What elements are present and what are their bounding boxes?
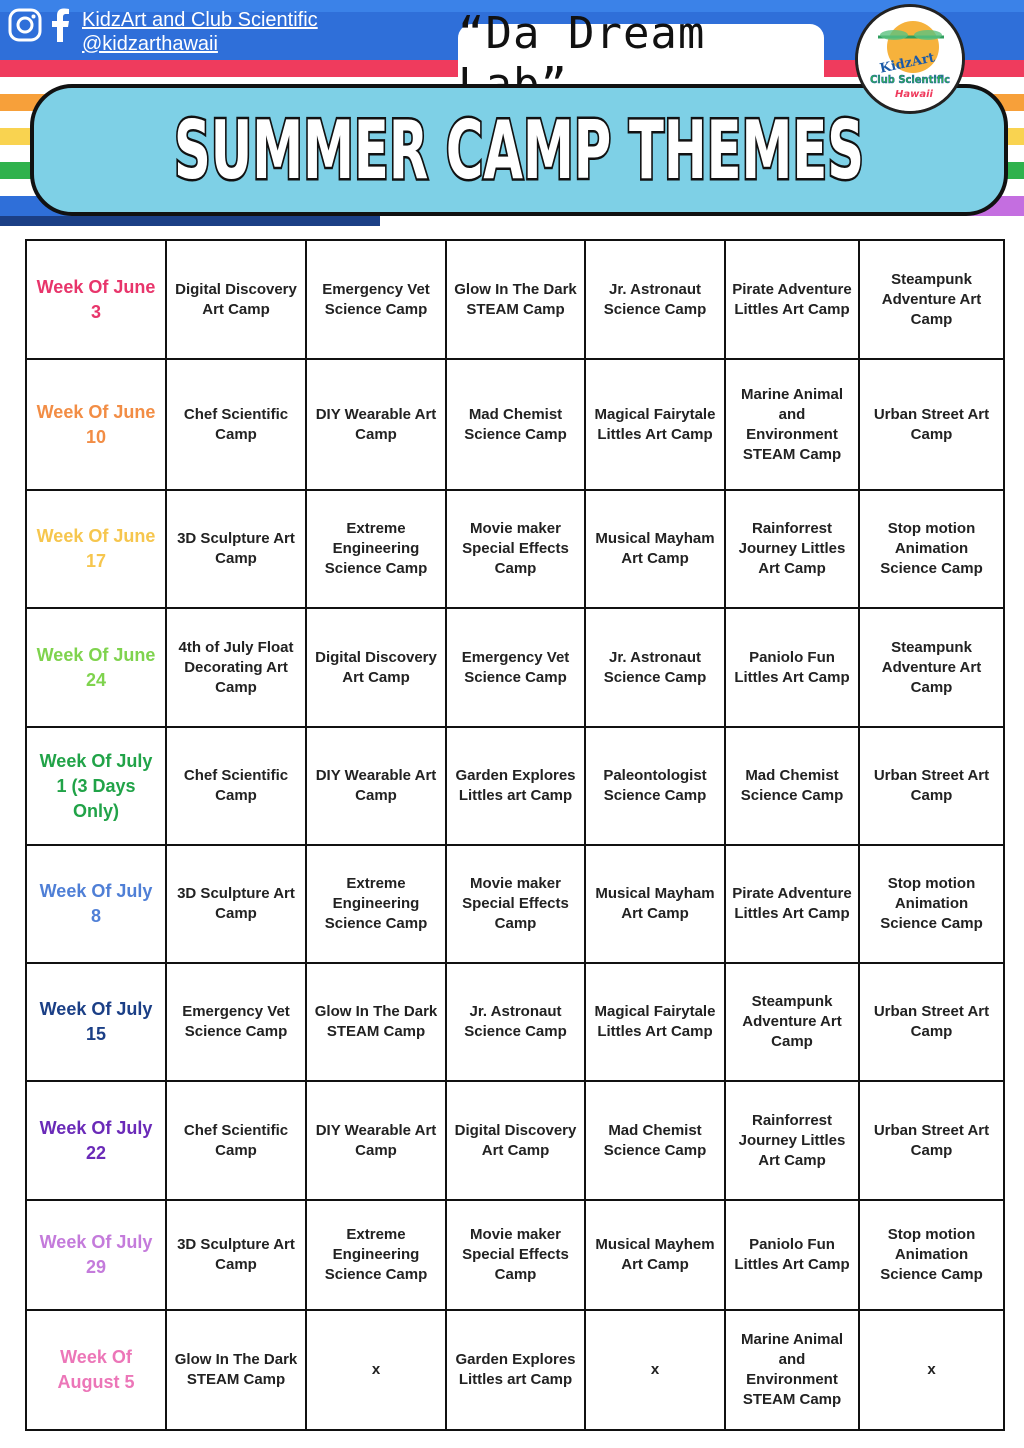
camp-cell: x (306, 1310, 446, 1430)
camp-cell: Pirate Adventure Littles Art Camp (725, 845, 859, 963)
camp-cell: Urban Street Art Camp (859, 963, 1004, 1081)
table-row (26, 490, 1004, 608)
camp-cell: Musical Mayham Art Camp (585, 845, 725, 963)
table-row (26, 727, 1004, 845)
camp-cell: Paleontologist Science Camp (585, 727, 725, 845)
page-title: SUMMER CAMP THEMES (174, 104, 864, 197)
camp-cell: 3D Sculpture Art Camp (166, 490, 306, 608)
title-banner (30, 84, 1008, 216)
camp-cell: Garden Explores Littles art Camp (446, 727, 585, 845)
kidzart-logo (855, 4, 965, 114)
camp-cell: Digital Discovery Art Camp (166, 240, 306, 359)
week-label: Week Of August 5 (26, 1310, 166, 1430)
camp-cell: Jr. Astronaut Science Camp (446, 963, 585, 1081)
camp-cell: Steampunk Adventure Art Camp (725, 963, 859, 1081)
camp-cell: Digital Discovery Art Camp (446, 1081, 585, 1200)
camp-cell: Garden Explores Littles art Camp (446, 1310, 585, 1430)
camp-cell: Steampunk Adventure Art Camp (859, 240, 1004, 359)
week-label: Week Of July 8 (26, 845, 166, 963)
logo-text-club: Club Scientific (870, 73, 950, 86)
camp-cell: Stop motion Animation Science Camp (859, 845, 1004, 963)
camp-cell: Glow In The Dark STEAM Camp (306, 963, 446, 1081)
camp-cell: x (585, 1310, 725, 1430)
social-name-link[interactable]: KidzArt and Club Scientific (82, 9, 318, 31)
social-header (8, 8, 318, 56)
camp-cell: Extreme Engineering Science Camp (306, 845, 446, 963)
camp-cell: Movie maker Special Effects Camp (446, 490, 585, 608)
camp-cell: 4th of July Float Decorating Art Camp (166, 608, 306, 727)
camp-cell: Jr. Astronaut Science Camp (585, 608, 725, 727)
camp-cell: Urban Street Art Camp (859, 727, 1004, 845)
camp-cell: Mad Chemist Science Camp (725, 727, 859, 845)
camp-cell: Musical Mayhem Art Camp (585, 1200, 725, 1310)
table-row (26, 359, 1004, 490)
table-row (26, 845, 1004, 963)
week-label: Week Of July 22 (26, 1081, 166, 1200)
camp-cell: DIY Wearable Art Camp (306, 727, 446, 845)
stripe-navy (0, 216, 380, 226)
schedule-body (26, 240, 1004, 1430)
camp-cell: Emergency Vet Science Camp (306, 240, 446, 359)
week-label: Week Of June 10 (26, 359, 166, 490)
camp-cell: Chef Scientific Camp (166, 359, 306, 490)
facebook-icon[interactable] (50, 8, 70, 42)
camp-cell: Urban Street Art Camp (859, 359, 1004, 490)
week-label: Week Of June 3 (26, 240, 166, 359)
camp-cell: Extreme Engineering Science Camp (306, 490, 446, 608)
camp-cell: Paniolo Fun Littles Art Camp (725, 608, 859, 727)
camp-cell: Paniolo Fun Littles Art Camp (725, 1200, 859, 1310)
table-row (26, 963, 1004, 1081)
logo-graphic (858, 7, 962, 111)
camp-cell: Rainforrest Journey Littles Art Camp (725, 490, 859, 608)
camp-cell: Marine Animal and Environment STEAM Camp (725, 359, 859, 490)
camp-cell: Rainforrest Journey Littles Art Camp (725, 1081, 859, 1200)
camp-cell: Pirate Adventure Littles Art Camp (725, 240, 859, 359)
title-graphic (159, 100, 879, 200)
camp-cell: DIY Wearable Art Camp (306, 359, 446, 490)
camp-cell: Steampunk Adventure Art Camp (859, 608, 1004, 727)
camp-cell: 3D Sculpture Art Camp (166, 845, 306, 963)
camp-cell: Jr. Astronaut Science Camp (585, 240, 725, 359)
table-row (26, 1200, 1004, 1310)
camp-cell: Movie maker Special Effects Camp (446, 845, 585, 963)
subtitle: “Da Dream (458, 8, 706, 59)
camp-cell: Magical Fairytale Littles Art Camp (585, 963, 725, 1081)
camp-cell: Extreme Engineering Science Camp (306, 1200, 446, 1310)
week-label: Week Of June 24 (26, 608, 166, 727)
week-label: Week Of July 1 (3 Days Only) (26, 727, 166, 845)
instagram-icon[interactable] (8, 8, 42, 42)
camp-cell: Mad Chemist Science Camp (446, 359, 585, 490)
camp-cell: Chef Scientific Camp (166, 727, 306, 845)
camp-cell: Chef Scientific Camp (166, 1081, 306, 1200)
table-row (26, 1081, 1004, 1200)
camp-cell: Stop motion Animation Science Camp (859, 490, 1004, 608)
camp-cell: Stop motion Animation Science Camp (859, 1200, 1004, 1310)
week-label: Week Of June 17 (26, 490, 166, 608)
camp-cell: Digital Discovery Art Camp (306, 608, 446, 727)
camp-cell: Magical Fairytale Littles Art Camp (585, 359, 725, 490)
table-row (26, 1310, 1004, 1430)
camp-cell: 3D Sculpture Art Camp (166, 1200, 306, 1310)
camp-cell: Emergency Vet Science Camp (166, 963, 306, 1081)
social-handle-link[interactable]: @kidzarthawaii (82, 33, 218, 55)
camp-schedule-table (25, 239, 1005, 1431)
camp-cell: Mad Chemist Science Camp (585, 1081, 725, 1200)
camp-cell: Urban Street Art Camp (859, 1081, 1004, 1200)
table-row (26, 608, 1004, 727)
camp-cell: DIY Wearable Art Camp (306, 1081, 446, 1200)
camp-cell: Musical Mayham Art Camp (585, 490, 725, 608)
logo-text-hawaii: Hawaii (895, 89, 933, 100)
table-row (26, 240, 1004, 359)
camp-cell: Emergency Vet Science Camp (446, 608, 585, 727)
week-label: Week Of July 29 (26, 1200, 166, 1310)
week-label: Week Of July 15 (26, 963, 166, 1081)
camp-cell: x (859, 1310, 1004, 1430)
camp-cell: Movie maker Special Effects Camp (446, 1200, 585, 1310)
camp-cell: Marine Animal and Environment STEAM Camp (725, 1310, 859, 1430)
camp-cell: Glow In The Dark STEAM Camp (166, 1310, 306, 1430)
logo-text-kidzart: KidzArt (878, 50, 937, 77)
social-links (82, 8, 318, 56)
camp-cell: Glow In The Dark STEAM Camp (446, 240, 585, 359)
